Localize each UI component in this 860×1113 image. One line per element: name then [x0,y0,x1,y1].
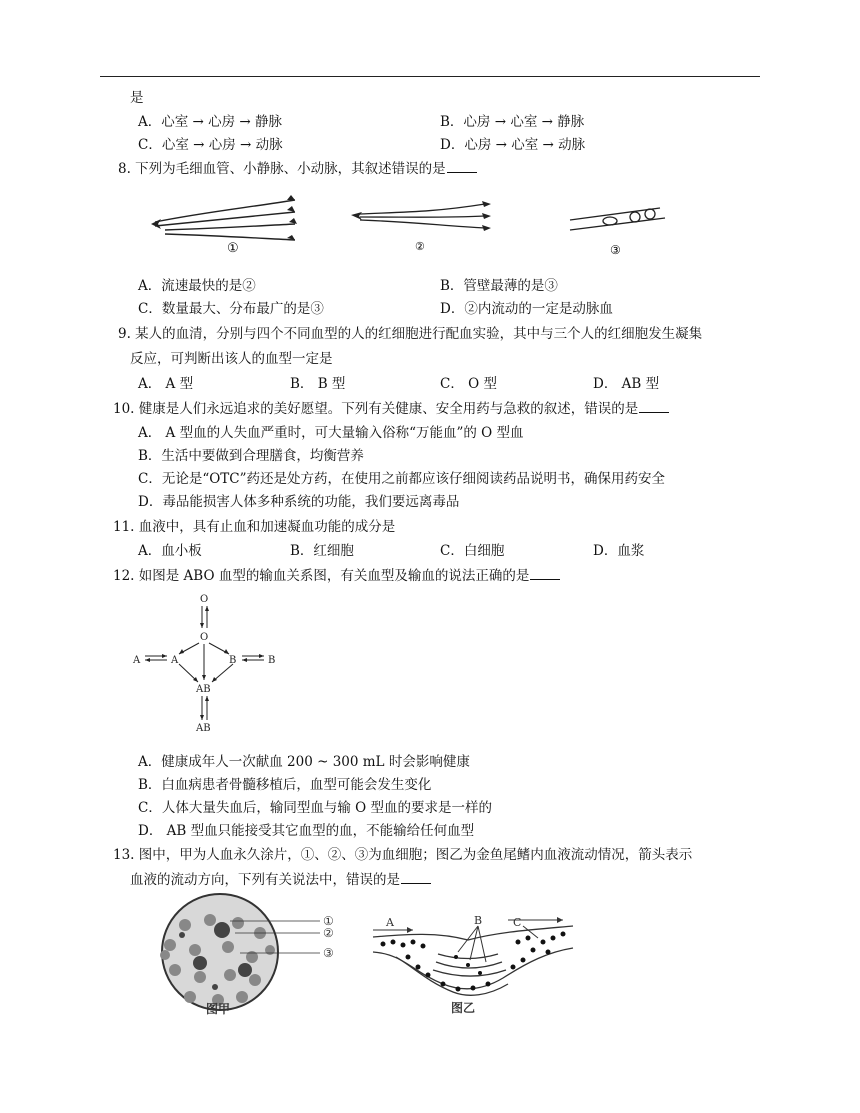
q8-option-c: C．数量最大、分布最广的是③ [138,301,324,317]
q13-figure-yi [368,912,578,1017]
q12-label-b-mid: B [229,655,237,666]
continued-text: 是 [130,90,144,106]
answer-blank [401,873,431,884]
q7-option-c: C．心室 → 心房 → 动脉 [138,137,283,153]
q9-option-a: A． A 型 [138,376,194,392]
q8-fig-label-2: ② [415,240,425,253]
q13-fig2-label-c: C [513,916,522,929]
q9-stem-line1: 9. 某人的血清，分别与四个不同血型的人的红细胞进行配血实验，其中与三个人的红细胞发生凝集 [118,326,703,342]
q8-fig-label-1: ① [227,241,239,256]
q8-option-a: A．流速最快的是② [138,278,256,294]
q7-option-b: B．心房 → 心室 → 静脉 [440,114,585,130]
q11-option-b: B．红细胞 [290,543,354,559]
q8-option-b: B．管壁最薄的是③ [440,278,558,294]
q12-label-o-top: O [200,594,209,605]
q9-option-b: B． B 型 [290,376,346,392]
q13-stem-line2: 血液的流动方向，下列有关说法中，错误的是 [130,868,431,888]
q12-label-ab-bot: AB [196,723,211,734]
q12-option-a: A．健康成年人一次献血 200 ~ 300 mL 时会影响健康 [138,754,470,770]
q7-option-a: A．心室 → 心房 → 静脉 [138,114,283,130]
q10-option-a: A． A 型血的人失血严重时，可大量输入俗称“万能血”的 O 型血 [138,425,524,441]
q11-option-a: A．血小板 [138,543,202,559]
answer-blank [639,402,669,413]
q9-stem-line2: 反应，可判断出该人的血型一定是 [130,351,333,367]
q13-fig1-label-3: ③ [323,946,334,960]
answer-blank [530,569,560,580]
q13-fig2-label-b: B [474,914,483,927]
q10-option-b: B．生活中要做到合理膳食，均衡营养 [138,448,364,464]
q12-option-c: C．人体大量失血后，输同型血与输 O 型血的要求是一样的 [138,800,492,816]
q12-label-ab-mid: AB [196,684,211,695]
q9-option-d: D． AB 型 [593,376,660,392]
q10-option-c: C．无论是“OTC”药还是处方药，在使用之前都应该仔细阅读药品说明书，确保用药安全 [138,471,666,487]
q13-fig1-caption: 图甲 [206,1002,231,1016]
q13-fig2-caption: 图乙 [451,1001,476,1015]
q10-stem: 10. 健康是人们永远追求的美好愿望。下列有关健康、安全用药与急救的叙述，错误的是 [113,397,669,417]
q11-option-d: D．血浆 [593,543,645,559]
q13-fig2-label-a: A [386,916,394,929]
q12-option-b: B．白血病患者骨髓移植后，血型可能会发生变化 [138,777,432,793]
q11-option-c: C．白细胞 [440,543,505,559]
q13-figure-jia [140,905,355,1015]
q8-fig-label-3: ③ [610,243,621,257]
q10-option-d: D．毒品能损害人体多种系统的功能，我们要远离毒品 [138,494,460,510]
q12-blood-type-diagram [125,590,285,740]
q12-label-o-mid: O [200,632,209,643]
q12-label-a-mid: A [171,655,179,666]
q12-label-a-left: A [133,655,141,666]
q12-stem: 12. 如图是 ABO 血型的输血关系图，有关血型及输血的说法正确的是 [113,564,560,584]
q12-label-b-right: B [268,655,276,666]
q8-stem: 8. 下列为毛细血管、小静脉、小动脉，其叙述错误的是 [118,157,477,177]
q13-fig1-label-2: ② [323,926,334,940]
q9-option-c: C． O 型 [440,376,497,392]
header-rule [100,76,760,77]
q7-option-d: D．心房 → 心室 → 动脉 [440,137,586,153]
q8-vessel-figure [145,190,665,260]
q12-option-d: D． AB 型血只能接受其它血型的血，不能输给任何血型 [138,823,475,839]
q8-option-d: D．②内流动的一定是动脉血 [440,301,613,317]
q13-stem-line1: 13. 图中，甲为人血永久涂片，①、②、③为血细胞；图乙为金鱼尾鳍内血液流动情况，箭头表示 [113,847,693,863]
answer-blank [447,162,477,173]
q13-fig1-label-1: ① [323,914,334,928]
q11-stem: 11. 血液中，具有止血和加速凝血功能的成分是 [113,519,396,535]
